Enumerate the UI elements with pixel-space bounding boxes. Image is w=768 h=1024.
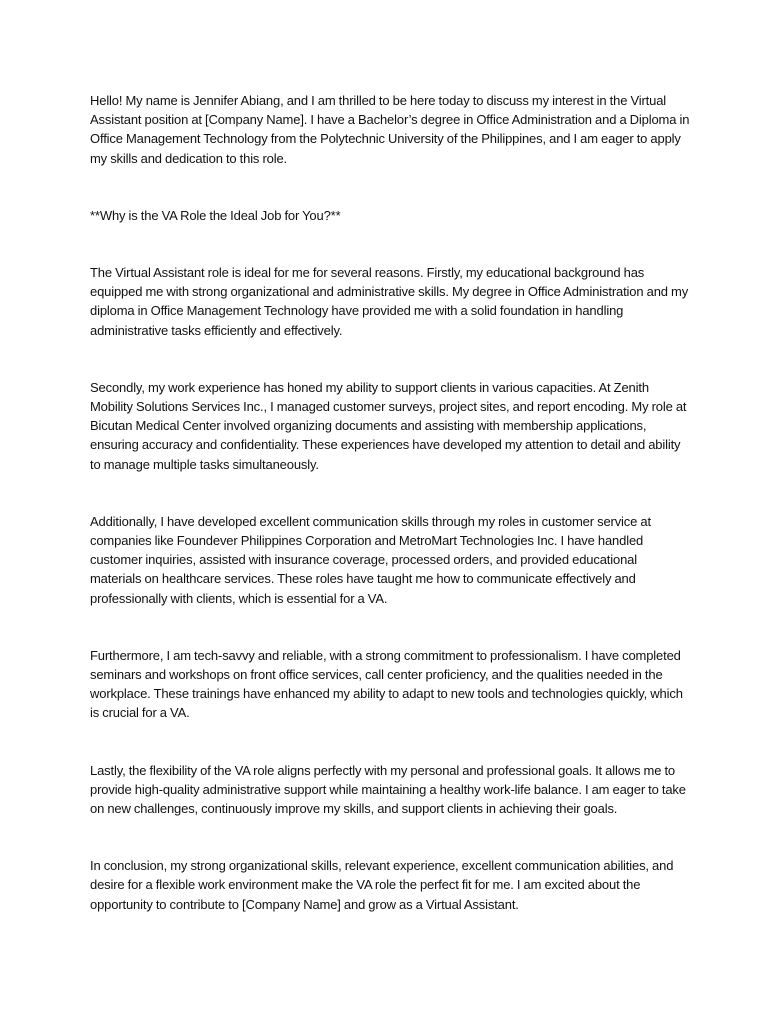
paragraph-gap [90,723,690,761]
paragraph-gap [90,608,690,646]
flexibility-paragraph: Lastly, the flexibility of the VA role aligns perfectly with my personal and professional goals. It allows me to provide high-quality administrative support while maintaining a healthy work-life balance. I am eager to take on new challenges, continuously improve my skills, and support clients in achieving their goals. [90,762,686,817]
conclusion-paragraph: In conclusion, my strong organizational skills, relevant experience, excellent communication abilities, and desire for a flexible work environment make the VA role the perfect fit for me. I am excited about the opportunity to contribute to [Company Name] and grow as a Virtual Assistant. [90,858,674,912]
education-paragraph: The Virtual Assistant role is ideal for me for several reasons. Firstly, my educational background has equipped me with strong organizational and administrative skills. My degree in Office Administration and my diploma in Office Management Technology have provided me with a solid foundation in handling administrative tasks efficiently and effectively. [90,265,689,338]
paragraph-gap [90,340,690,378]
intro-paragraph: Hello! My name is Jennifer Abiang, and I am thrilled to be here today to discuss my interest in the Virtual Assistant position at [Company Name]. I have a Bachelor’s degree in Office Administration and a Diploma in Office Management Technology from the Polytechnic University of the Philippines, and I am eager to apply my skills and dedication to this role. [90,93,690,166]
document-body [90,91,690,914]
paragraph-gap [90,474,690,512]
paragraph-gap [90,818,690,856]
paragraph-gap [90,225,690,263]
tech-skills-paragraph: Furthermore, I am tech-savvy and reliable, with a strong commitment to professionalism. I have completed seminars and workshops on front office services, call center proficiency, and the qualities needed in the workplace. These trainings have enhanced my ability to adapt to new tools and technologies quickly, which is crucial for a VA. [90,647,683,721]
experience-paragraph: Secondly, my work experience has honed my ability to support clients in various capacities. At Zenith Mobility Solutions Services Inc., I managed customer surveys, project sites, and report encoding. My role at Bicutan Medical Center involved organizing documents and assisting with membership applications, ensuring accuracy and confidentiality. These experiences have developed my attention to detail and ability to manage multiple tasks simultaneously. [90,379,687,472]
paragraph-gap [90,168,690,206]
question-heading: **Why is the VA Role the Ideal Job for You?** [90,207,341,223]
communication-paragraph: Additionally, I have developed excellent communication skills through my roles in customer service at companies like Foundever Philippines Corporation and MetroMart Technologies Inc. I have handled customer inquiries, assisted with insurance coverage, processed orders, and provided educational materials on healthcare services. These roles have taught me how to communicate effectively and professionally with clients, which is essential for a VA. [90,513,651,606]
